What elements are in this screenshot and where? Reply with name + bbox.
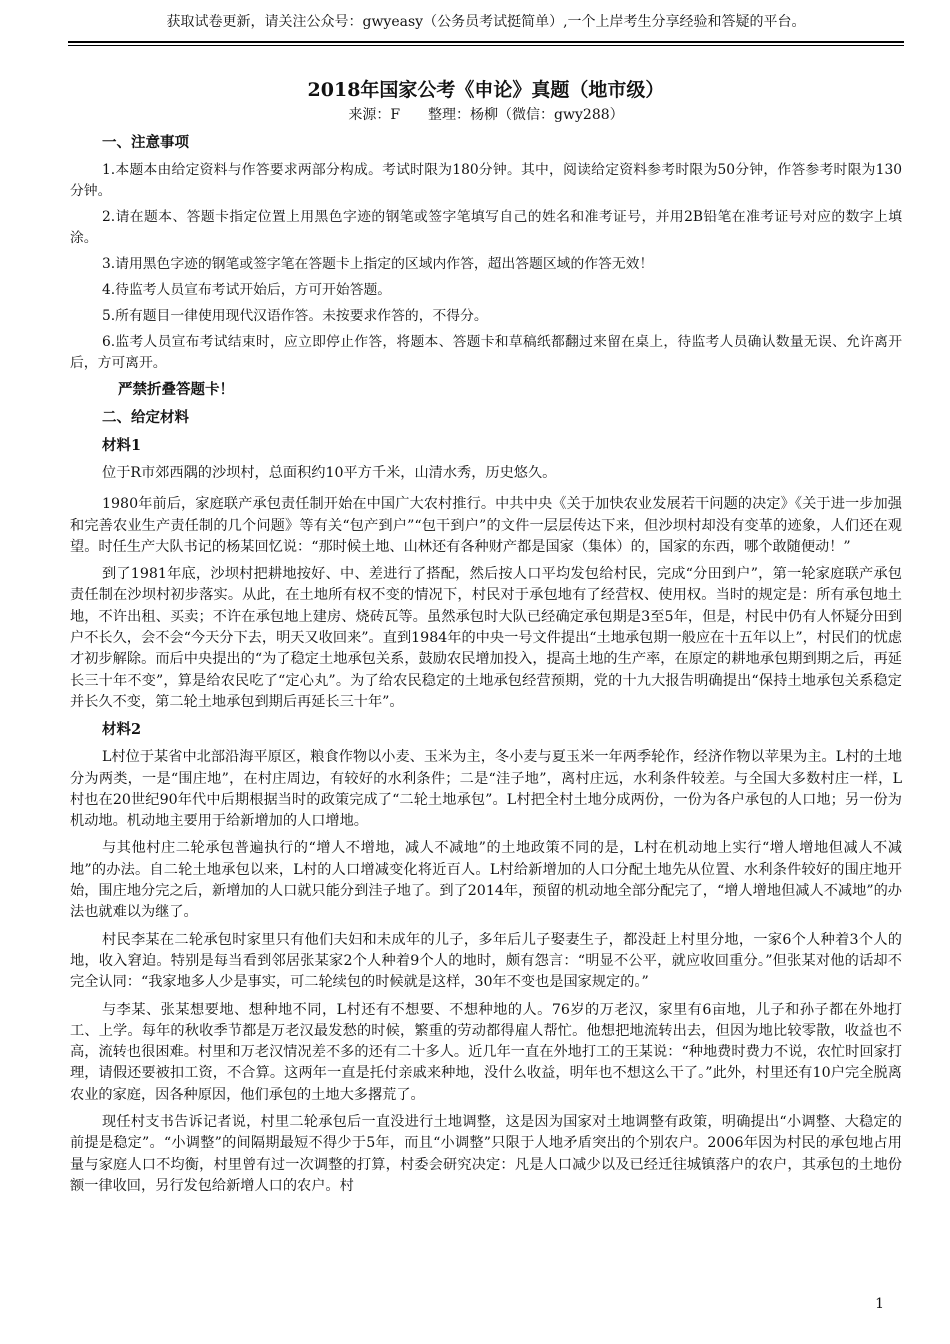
material-paragraph: 位于R市郊西隅的沙坝村，总面积约10平方千米，山清水秀，历史悠久。 [102,465,557,481]
material-paragraph: 现任村支书告诉记者说，村里二轮承包后一直没进行土地调整，这是因为国家对土地调整有政策，明确提出“小调整、大稳定的前提是稳定”。“小调整”的间隔期最短不得少于5年，而且“小调整”只限于人地矛盾突出的个别农户。2006年因为村民的承包地占用量与家庭人口不均衡，村里曾有过一次调整的打算，村委会研究决定：凡是人口减少以及已经迁往城镇落户的农户，其承包的土地份额一律收回，另行发包给新增人口的农户。村 [70,1114,902,1194]
material-paragraph: 村民李某在二轮承包时家里只有他们夫妇和未成年的儿子，多年后儿子娶妻生子，都没赶上村里分地，一家6个人种着3个人的地，收入窘迫。特别是每当看到邻居张某家2个人种着9个人的地时，颇有怨言：“明显不公平，就应收回重分。”但张某对他的话却不完全认同：“我家地多人少是事实，可二轮续包的时候就是这样，30年不变也是国家规定的。” [70,931,902,991]
header-rule-thin [68,45,904,46]
material-paragraph: 1980年前后，家庭联产承包责任制开始在中国广大农村推行。中共中央《关于加快农业发展若干问题的决定》《关于进一步加强和完善农业生产责任制的几个问题》等有关“包产到户”“包干到户”的文件一层层传达下来，但沙坝村却没有变革的迹象，人们还在观望。时任生产大队书记的杨某回忆说：“那时候土地、山林还有各种财产都是国家（集体）的，国家的东西，哪个敢随便动！” [70,496,902,555]
document-body [70,76,902,1203]
material-2-label: 材料2 [102,721,142,739]
page-number: 1 [875,1296,884,1312]
note-item: 4.待监考人员宣布考试开始后，方可开始答题。 [102,282,392,298]
header-rule [68,41,904,43]
materials-heading: 二、给定材料 [102,409,189,426]
material-paragraph: L村位于某省中北部沿海平原区，粮食作物以小麦、玉米为主，冬小麦与夏玉米一年两季轮作，经济作物以苹果为主。L村的土地分为两类，一是“围庄地”，在村庄周边，有较好的水利条件；二是“洼子地”，离村庄远，水利条件较差。与全国大多数村庄一样，L村也在20世纪90年代中后期根据当时的政策完成了“二轮土地承包”。L村把全村土地分成两份，一份为各户承包的人口地；另一份为机动地。机动地主要用于给新增加的人口增地。 [70,749,902,830]
material-paragraph: 到了1981年底，沙坝村把耕地按好、中、差进行了搭配，然后按人口平均发包给村民，完成“分田到户”，第一轮家庭联产承包责任制在沙坝村初步落实。从此，在土地所有权不变的情况下，村民对于承包地有了经营权、使用权。当时的规定是：所有承包地土地，不许出租、买卖；不许在承包地上建房、烧砖瓦等。虽然承包时大队已经确定承包期是3至5年，但是，村民中仍有人怀疑分田到户不长久，会不会“今天分下去，明天又收回来”。直到1984年的中央一号文件提出“土地承包期一般应在十五年以上”，村民们的忧虑才初步解除。而后中央提出的“为了稳定土地承包关系，鼓励农民增加投入，提高土地的生产率，在原定的耕地承包期到期之后，再延长三十年不变”，算是给农民吃了“定心丸”。为了给农民稳定的土地承包经营预期，党的十九大报告明确提出“保持土地承包关系稳定并长久不变，第二轮土地承包到期后再延长三十年”。 [70,566,902,710]
material-1-label: 材料1 [102,437,142,454]
note-item: 5.所有题目一律使用现代汉语作答。未按要求作答的，不得分。 [102,308,488,324]
note-item: 2.请在题本、答题卡指定位置上用黑色字迹的钢笔或签字笔填写自己的姓名和准考证号，并用2B铅笔在准考证号对应的数字上填涂。 [70,209,902,246]
page-title: 2018年国家公考《申论》真题（地市级） [307,79,665,101]
warning-text: 严禁折叠答题卡！ [118,381,234,398]
header-banner: 获取试卷更新，请关注公众号：gwyeasy（公务员考试挺简单）,一个上岸考生分享经验和答疑的平台。 [166,14,806,30]
note-item: 6.监考人员宣布考试结束时，应立即停止作答，将题本、答题卡和草稿纸都翻过来留在桌上，待监考人员确认数量无误、允许离开后，方可离开。 [70,334,902,371]
note-item: 3.请用黑色字迹的钢笔或签字笔在答题卡上指定的区域内作答，超出答题区域的作答无效！ [102,256,654,272]
note-item: 1.本题本由给定资料与作答要求两部分构成。考试时限为180分钟。其中，阅读给定资料参考时限为50分钟，作答参考时限为130分钟。 [70,162,902,199]
source-line: 来源：F 整理：杨柳（微信：gwy288） [348,107,624,123]
material-paragraph: 与其他村庄二轮承包普遍执行的“增人不增地，减人不减地”的土地政策不同的是，L村在机动地上实行“增人增地但减人不减地”的办法。自二轮土地承包以来，L村的人口增减变化将近百人。L村给新增加的人口分配土地先从位置、水利条件较好的围庄地开始，围庄地分完之后，新增加的人口就只能分到洼子地了。到了2014年，预留的机动地全部分配完了，“增人增地但减人不减地”的办法也就难以为继了。 [70,840,902,921]
notes-heading: 一、注意事项 [102,134,189,151]
material-paragraph: 与李某、张某想要地、想种地不同，L村还有不想要、不想种地的人。76岁的万老汉，家里有6亩地，儿子和孙子都在外地打工、上学。每年的秋收季节都是万老汉最发愁的时候，繁重的劳动都得雇人帮忙。他想把地流转出去，但因为地比较零散，收益也不高，流转也很困难。村里和万老汉情况差不多的还有二十多人。近几年一直在外地打工的王某说：“种地费时费力不说，农忙时回家打理，请假还要被扣工资，不合算。这两年一直是托付亲戚来种地，没什么收益，明年也不想这么干了。”此外，村里还有10户完全脱离农业的家庭，因各种原因，他们承包的土地大多撂荒了。 [70,1001,902,1103]
